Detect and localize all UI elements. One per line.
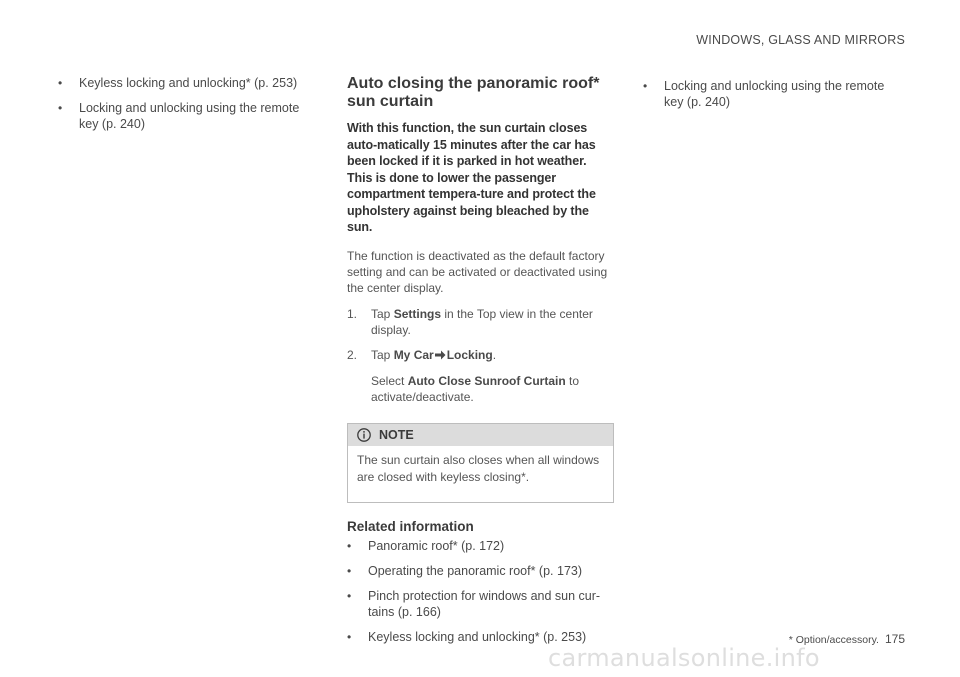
footnote: * Option/accessory.: [788, 634, 879, 646]
list-item: • Pinch protection for windows and sun cur-tains (p. 166): [347, 588, 601, 619]
ui-term-settings: Settings: [393, 306, 442, 321]
section-header: WINDOWS, GLASS AND MIRRORS: [696, 33, 905, 47]
note-box: [347, 423, 614, 503]
ui-term-locking: Locking: [446, 347, 493, 362]
list-item: • Keyless locking and unlocking* (p. 253): [58, 76, 298, 90]
bullet-icon: •: [58, 101, 63, 115]
right-bullet-list: [643, 78, 905, 110]
steps-list: [347, 306, 613, 405]
info-icon: [357, 428, 371, 442]
bullet-icon: •: [347, 538, 352, 553]
page-title: Auto closing the panoramic roof* sun curtain: [347, 75, 600, 110]
bullet-icon: •: [347, 563, 352, 578]
bullet-icon: •: [643, 79, 648, 93]
related-list: [347, 538, 613, 645]
note-label: NOTE: [379, 427, 414, 442]
right-column: [643, 78, 905, 119]
related-heading: Related information: [347, 518, 474, 534]
sub-step: Select Auto Close Sunroof Curtain to activate/deactivate.: [371, 373, 580, 404]
list-item: • Locking and unlocking using the remote key (p. 240): [58, 101, 300, 131]
bullet-icon: •: [347, 629, 352, 644]
list-item: • Operating the panoramic roof* (p. 173): [347, 563, 583, 578]
note-text: The sun curtain also closes when all windows are closed with keyless closing*.: [357, 452, 600, 484]
step-item: 2. Tap My Car Locking. Select Auto Close Sunroof Curtain to activate/deactivate.: [347, 347, 613, 405]
ui-term-my-car: My Car: [393, 347, 434, 362]
middle-column: [347, 75, 613, 654]
bullet-icon: •: [58, 76, 63, 90]
note-header: [348, 424, 613, 446]
intro-paragraph: With this function, the sun curtain closes auto-matically 15 minutes after the car has been locked if it is parked in hot weather. This is done to lower the passenger compartment tempera-ture and protect the upholstery against being bleached by the sun.: [347, 121, 596, 234]
list-item: • Locking and unlocking using the remote key (p. 240): [643, 79, 885, 109]
bullet-icon: •: [347, 588, 352, 603]
body-paragraph: The function is deactivated as the default factory setting and can be activated or deactivated using the center display.: [347, 248, 608, 295]
watermark: carmanualsonline.info: [548, 644, 820, 672]
page-number: 175: [884, 632, 905, 646]
list-item: • Keyless locking and unlocking* (p. 253): [347, 629, 587, 644]
left-column: [58, 75, 320, 141]
ui-term-auto-close: Auto Close Sunroof Curtain: [407, 373, 566, 388]
arrow-right-icon: [435, 350, 446, 360]
left-bullet-list: [58, 75, 320, 132]
step-item: 1. Tap Settings in the Top view in the center display.: [347, 306, 593, 337]
list-item: • Panoramic roof* (p. 172): [347, 538, 505, 553]
